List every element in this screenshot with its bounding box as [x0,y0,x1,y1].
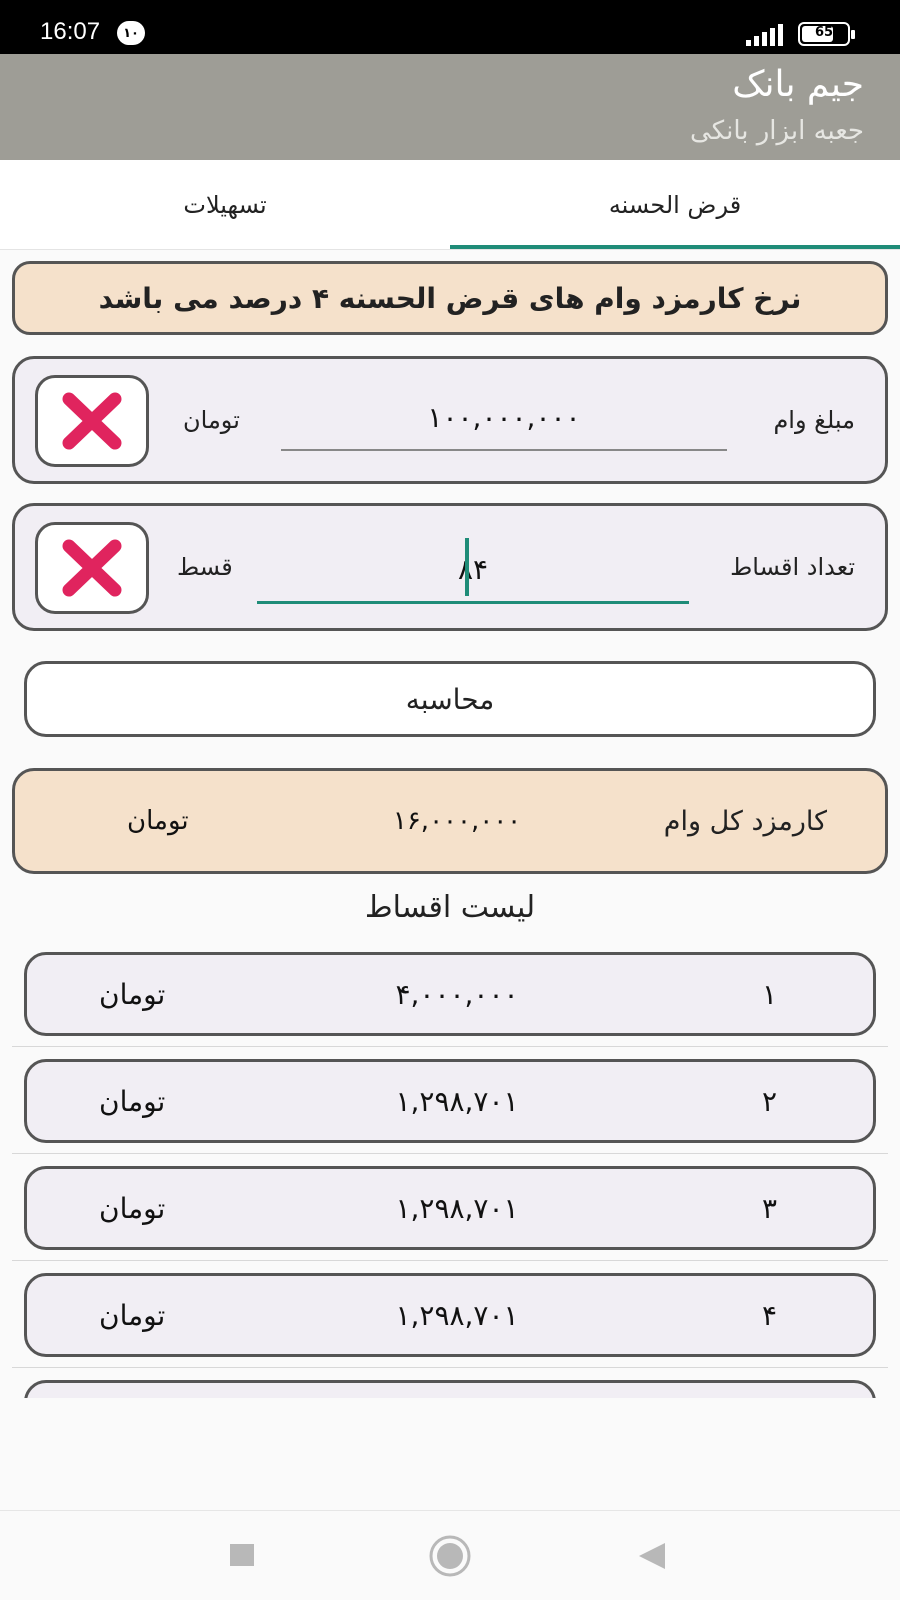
installments-list-title: لیست اقساط [364,889,536,925]
recents-button[interactable] [212,1531,272,1581]
row-divider [12,1153,888,1154]
tab-tashilat[interactable]: تسهیلات [183,191,267,219]
app-title: جیم بانک [732,64,864,105]
loan-amount-card [12,356,888,484]
battery-level: 65 [814,25,834,40]
clear-amount-button[interactable] [35,375,149,467]
installment-amount: ۱,۲۹۸,۷۰۱ [395,1298,519,1332]
installments-list[interactable] [0,940,900,1398]
total-fee-value: ۱۶,۰۰۰,۰۰۰ [392,806,522,836]
installment-row[interactable] [24,1273,876,1357]
installment-count-input[interactable] [257,538,689,604]
tab-indicator [450,245,900,249]
row-divider [12,1260,888,1261]
back-button[interactable] [622,1531,682,1581]
installment-unit: تومان [99,1191,166,1225]
square-icon [227,1541,257,1571]
total-fee-label: کارمزد کل وام [663,805,827,837]
installment-count-label: تعداد اقساط [730,553,855,581]
row-divider [12,1046,888,1047]
battery-icon [798,22,850,46]
installment-amount: ۱,۲۹۸,۷۰۱ [395,1084,519,1118]
tab-bar [0,160,900,250]
installment-row[interactable] [24,1059,876,1143]
app-subtitle: جعبه ابزار بانکی [690,116,864,146]
clear-count-button[interactable] [35,522,149,614]
installment-row[interactable] [24,1166,876,1250]
total-fee-unit: تومان [127,806,189,836]
status-time: 16:07 [40,18,101,45]
total-fee-card [12,768,888,874]
installment-number: ۳ [761,1191,777,1225]
installment-amount: ۱,۲۹۸,۷۰۱ [395,1191,519,1225]
triangle-back-icon [635,1539,669,1573]
home-button[interactable] [420,1531,480,1581]
tab-qarz-al-hasaneh[interactable]: قرض الحسنه [608,191,742,219]
installment-count-unit: قسط [177,553,233,581]
navigation-bar [0,1510,900,1600]
close-x-icon [57,391,127,451]
installment-number: ۱ [761,977,777,1011]
app-bar [0,54,900,160]
installment-number: ۲ [761,1084,777,1118]
calculate-button[interactable]: محاسبه [24,661,876,737]
circle-icon [427,1533,473,1579]
installment-row-partial[interactable] [24,1380,876,1398]
installment-unit: تومان [99,977,166,1011]
loan-amount-input[interactable] [281,385,727,451]
installment-count-card [12,503,888,631]
installment-amount: ۴,۰۰۰,۰۰۰ [395,977,519,1011]
loan-amount-unit: تومان [183,406,240,434]
installment-unit: تومان [99,1084,166,1118]
status-bar [0,0,900,54]
installment-number: ۴ [761,1298,777,1332]
notification-badge: ۱۰ [117,21,145,45]
installment-row[interactable] [24,952,876,1036]
fee-rate-notice: نرخ کارمزد وام های قرض الحسنه ۴ درصد می باشد [12,261,888,335]
close-x-icon [57,538,127,598]
loan-amount-label: مبلغ وام [773,406,855,434]
text-cursor [465,538,469,596]
signal-icon [746,22,786,46]
installment-unit: تومان [99,1298,166,1332]
row-divider [12,1367,888,1368]
